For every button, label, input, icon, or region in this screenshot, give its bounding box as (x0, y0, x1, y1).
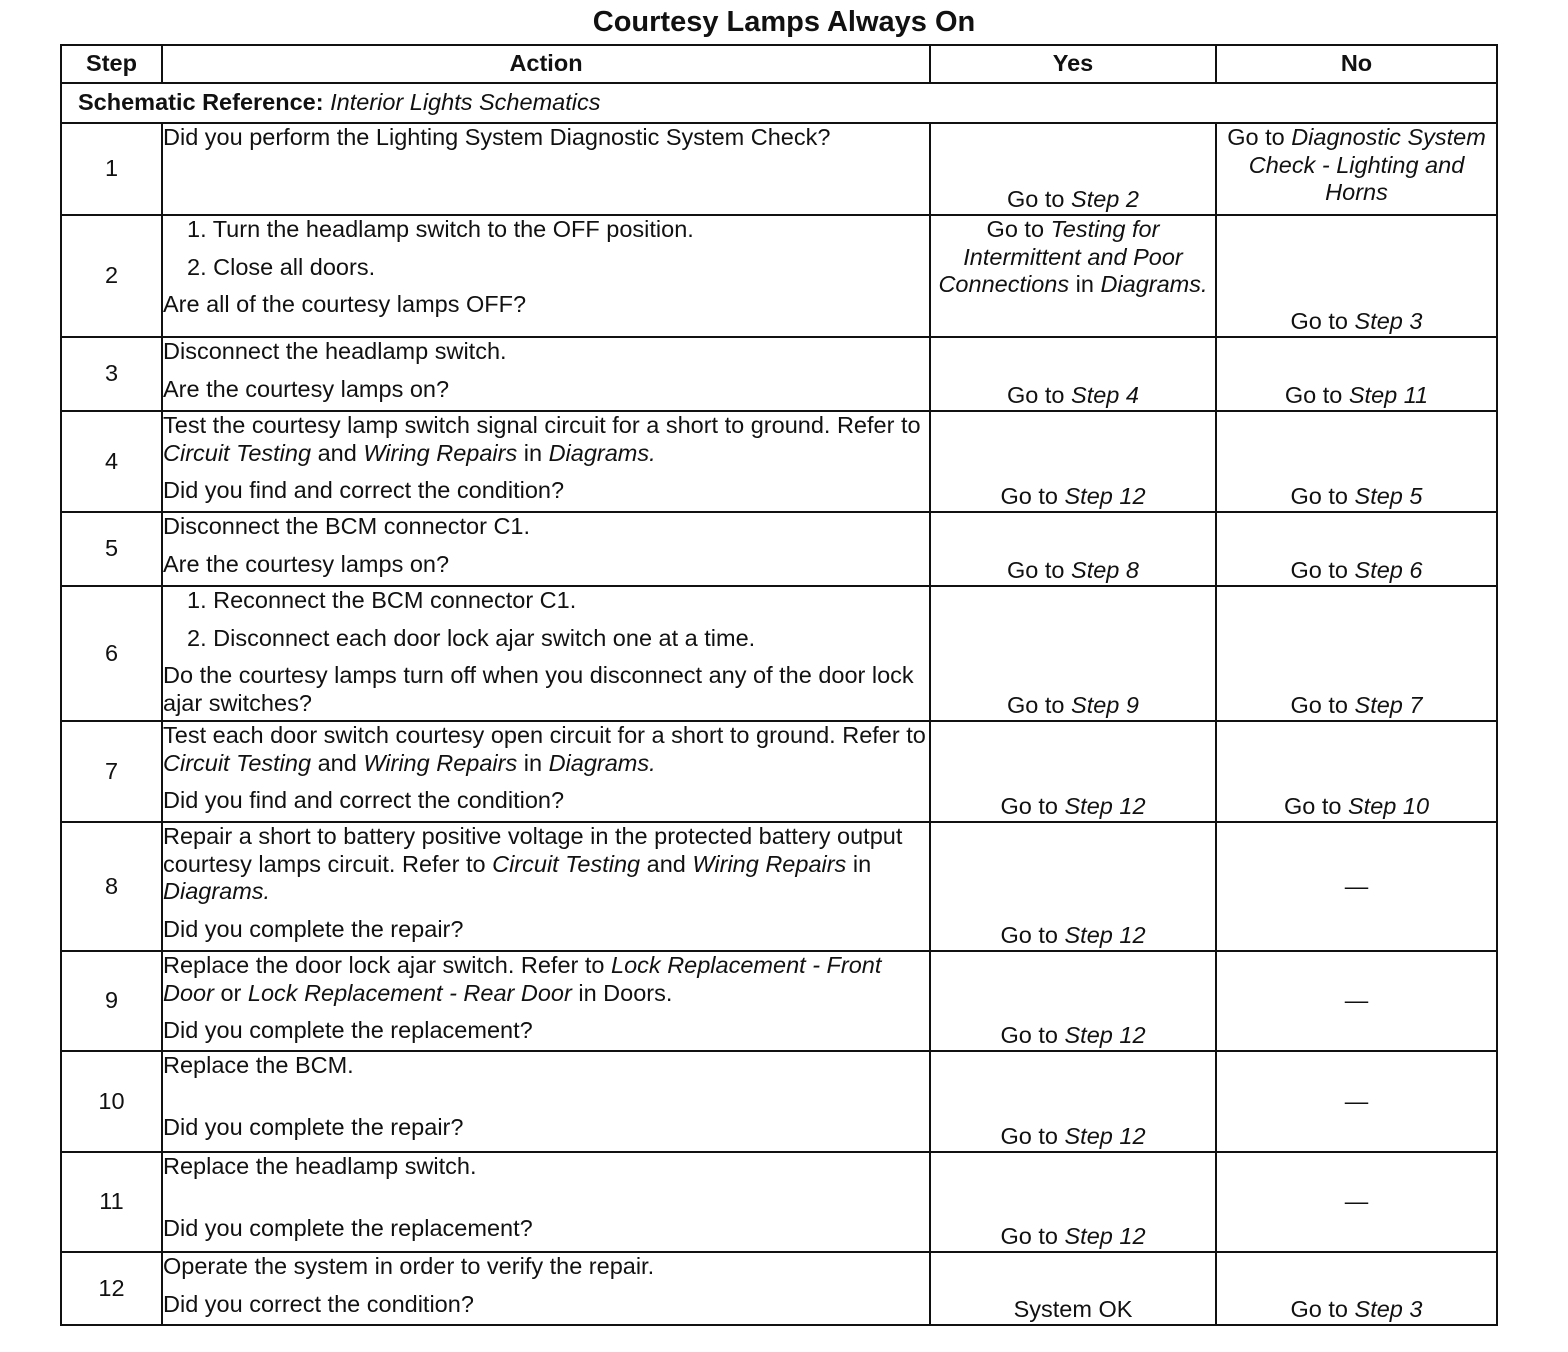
action-text-part: Test each door switch courtesy open circuit for a short to ground. Refer to (163, 722, 926, 748)
yes-step-link[interactable]: Step 4 (1071, 382, 1139, 409)
action-cell (162, 512, 930, 586)
no-dash: — (1344, 987, 1369, 1014)
no-step-link[interactable]: Step 3 (1354, 1296, 1423, 1323)
action-question: Did you find and correct the condition? (163, 787, 565, 814)
action-text-or: or (220, 979, 242, 1006)
action-cell (162, 822, 930, 951)
schematic-reference-link[interactable]: Interior Lights Schematics (330, 89, 601, 116)
yes-cell (930, 822, 1216, 951)
page-title: Courtesy Lamps Always On (592, 6, 976, 38)
schematic-reference-label: Schematic Reference: (78, 89, 324, 116)
no-prefix: Go to (1283, 793, 1342, 820)
no-step-link[interactable]: Step 6 (1354, 557, 1423, 584)
action-text-in: in (852, 850, 872, 877)
no-step-link[interactable]: Step 11 (1348, 382, 1429, 409)
diagrams-link[interactable]: Diagrams. (548, 749, 656, 776)
action-text (163, 952, 929, 1007)
step-number: 10 (61, 1051, 162, 1152)
no-cell (1216, 1252, 1497, 1325)
action-question: Did you correct the condition? (163, 1290, 474, 1317)
no-step-link[interactable]: Step 5 (1354, 483, 1423, 510)
yes-prefix: Go to (1000, 1223, 1058, 1250)
yes-cell (930, 123, 1216, 215)
table-row (61, 1152, 1497, 1252)
action-cell (162, 337, 930, 411)
action-question: Did you complete the replacement? (163, 1214, 533, 1241)
circuit-testing-link[interactable]: Circuit Testing (492, 850, 641, 877)
yes-reference-link[interactable]: Testing for Intermittent and Poor Connections (938, 216, 1183, 298)
no-cell (1216, 951, 1497, 1051)
no-cell (1216, 512, 1497, 586)
wiring-repairs-link[interactable]: Wiring Repairs (363, 439, 518, 466)
action-cell (162, 721, 930, 822)
yes-step-link[interactable]: Step 12 (1064, 793, 1146, 820)
yes-system-ok: System OK (1013, 1296, 1133, 1323)
table-row (61, 951, 1497, 1051)
yes-cell (930, 1051, 1216, 1152)
step-number: 2 (61, 215, 162, 337)
action-substep: 1. Reconnect the BCM connector C1. (187, 587, 577, 613)
no-prefix: Go to (1284, 382, 1343, 409)
action-text-and: and (317, 749, 357, 776)
action-cell (162, 215, 930, 337)
diagrams-link[interactable]: Diagrams. (163, 878, 271, 905)
action-text-in: in (523, 749, 543, 776)
yes-cell (930, 586, 1216, 721)
table-row (61, 337, 1497, 411)
no-step-link[interactable]: Step 7 (1354, 692, 1423, 719)
step-number: 1 (61, 123, 162, 215)
table-row (61, 721, 1497, 822)
action-text (163, 722, 929, 777)
yes-prefix: Go to (1000, 1022, 1058, 1049)
no-cell (1216, 411, 1497, 512)
action-question: Are all of the courtesy lamps OFF? (163, 291, 527, 318)
action-cell (162, 1252, 930, 1325)
header-row (61, 45, 1497, 83)
no-cell (1216, 822, 1497, 951)
yes-prefix: Go to (1007, 382, 1065, 409)
yes-prefix: Go to (1007, 557, 1065, 584)
action-cell (162, 951, 930, 1051)
no-cell (1216, 586, 1497, 721)
action-cell (162, 586, 930, 721)
action-text (163, 412, 929, 467)
table-row (61, 586, 1497, 721)
yes-prefix: Go to (1007, 692, 1065, 719)
yes-prefix: Go to (1000, 922, 1058, 949)
step-number: 4 (61, 411, 162, 512)
no-cell (1216, 215, 1497, 337)
no-prefix: Go to (1290, 1296, 1348, 1323)
no-prefix: Go to (1290, 692, 1348, 719)
no-prefix: Go to (1290, 308, 1348, 335)
yes-step-link[interactable]: Step 12 (1064, 922, 1146, 949)
action-cell (162, 1152, 930, 1252)
lock-replacement-rear-door-link[interactable]: Lock Replacement - Rear Door (247, 979, 572, 1006)
yes-step-link[interactable]: Step 8 (1071, 557, 1139, 584)
action-cell (162, 123, 930, 215)
action-text: Did you perform the Lighting System Diagnostic System Check? (163, 124, 831, 150)
table-row (61, 1252, 1497, 1325)
action-text-in: in (523, 439, 543, 466)
action-text (163, 823, 929, 906)
yes-step-link[interactable]: Step 2 (1071, 186, 1139, 213)
step-number: 3 (61, 337, 162, 411)
action-substep: 1. Turn the headlamp switch to the OFF position. (187, 216, 694, 242)
no-dash: — (1344, 872, 1369, 899)
action-question: Are the courtesy lamps on? (163, 550, 450, 577)
no-prefix: Go to (1290, 483, 1348, 510)
yes-step-link[interactable]: Step 9 (1071, 692, 1139, 719)
action-cell (162, 411, 930, 512)
action-text-part: Replace the door lock ajar switch. Refer to (163, 952, 605, 978)
wiring-repairs-link[interactable]: Wiring Repairs (363, 749, 518, 776)
no-cell (1216, 1152, 1497, 1252)
action-text: Replace the headlamp switch. (163, 1153, 477, 1179)
step-number: 5 (61, 512, 162, 586)
no-reference-link[interactable]: Diagnostic System Check - Lighting and Horns (1248, 124, 1486, 206)
action-text-and: and (317, 439, 357, 466)
diagnostic-table (60, 44, 1498, 1326)
yes-cell (930, 1152, 1216, 1252)
no-prefix: Go to (1227, 124, 1285, 150)
yes-step-link[interactable]: Step 12 (1064, 483, 1146, 510)
header-action: Action (162, 45, 930, 83)
action-cell (162, 1051, 930, 1152)
step-number: 7 (61, 721, 162, 822)
table-row (61, 411, 1497, 512)
yes-prefix: Go to (1000, 1123, 1058, 1150)
action-spacer (163, 1090, 929, 1114)
yes-cell (930, 1252, 1216, 1325)
table-row (61, 123, 1497, 215)
step-number: 11 (61, 1152, 162, 1252)
action-text-tail: in Doors. (578, 979, 673, 1006)
no-step-link[interactable]: Step 10 (1348, 793, 1430, 820)
no-dash: — (1344, 1087, 1369, 1114)
no-dash: — (1344, 1188, 1369, 1215)
yes-step-link[interactable]: Step 12 (1064, 1022, 1146, 1049)
action-question: Did you find and correct the condition? (163, 477, 565, 504)
header-step: Step (61, 45, 162, 83)
yes-step-link[interactable]: Step 12 (1064, 1123, 1146, 1150)
yes-cell (930, 951, 1216, 1051)
step-number: 6 (61, 586, 162, 721)
yes-prefix: Go to (986, 216, 1045, 242)
yes-cell (930, 337, 1216, 411)
action-text-and: and (646, 850, 686, 877)
step-number: 9 (61, 951, 162, 1051)
header-no: No (1216, 45, 1497, 83)
no-prefix: Go to (1290, 557, 1348, 584)
table-row (61, 1051, 1497, 1152)
yes-cell (930, 411, 1216, 512)
yes-diagrams-link[interactable]: Diagrams. (1100, 271, 1208, 298)
action-question: Do the courtesy lamps turn off when you disconnect any of the door lock ajar switches? (163, 662, 914, 717)
yes-prefix: Go to (1000, 793, 1058, 820)
step-number: 8 (61, 822, 162, 951)
no-cell (1216, 123, 1497, 215)
schematic-reference-row (61, 83, 1497, 123)
yes-step-link[interactable]: Step 12 (1064, 1223, 1146, 1250)
step-number: 12 (61, 1252, 162, 1325)
no-cell (1216, 337, 1497, 411)
action-substep: 2. Disconnect each door lock ajar switch one at a time. (187, 624, 756, 651)
action-text: Operate the system in order to verify the repair. (163, 1253, 655, 1279)
action-text-part: Repair a short to battery positive voltage in the protected battery output courtesy lamps circuit. Refer to (163, 823, 903, 877)
action-question: Did you complete the replacement? (163, 1017, 533, 1044)
table-row (61, 215, 1497, 337)
lock-replacement-front-door-link[interactable]: Lock Replacement - Front Door (163, 952, 882, 1006)
schematic-reference (61, 83, 1497, 123)
no-step-link[interactable]: Step 3 (1354, 308, 1423, 335)
table-row (61, 822, 1497, 951)
yes-cell (930, 721, 1216, 822)
no-cell (1216, 1051, 1497, 1152)
action-text: Disconnect the BCM connector C1. (163, 513, 531, 539)
circuit-testing-link[interactable]: Circuit Testing (163, 439, 312, 466)
yes-cell (930, 215, 1216, 337)
action-question: Did you complete the repair? (163, 1113, 464, 1140)
action-text-part: Test the courtesy lamp switch signal circuit for a short to ground. Refer to (163, 412, 921, 438)
diagrams-link[interactable]: Diagrams. (548, 439, 656, 466)
yes-cell (930, 512, 1216, 586)
action-question: Did you complete the repair? (163, 916, 464, 943)
no-cell (1216, 721, 1497, 822)
circuit-testing-link[interactable]: Circuit Testing (163, 749, 312, 776)
header-yes: Yes (930, 45, 1216, 83)
action-substep: 2. Close all doors. (187, 253, 376, 280)
action-text: Replace the BCM. (163, 1052, 354, 1078)
table-row (61, 512, 1497, 586)
wiring-repairs-link[interactable]: Wiring Repairs (692, 850, 847, 877)
action-question: Are the courtesy lamps on? (163, 375, 450, 402)
yes-prefix: Go to (1000, 483, 1058, 510)
action-spacer (163, 1191, 929, 1215)
action-text: Disconnect the headlamp switch. (163, 338, 507, 364)
yes-in: in (1075, 271, 1094, 298)
yes-prefix: Go to (1007, 186, 1065, 213)
